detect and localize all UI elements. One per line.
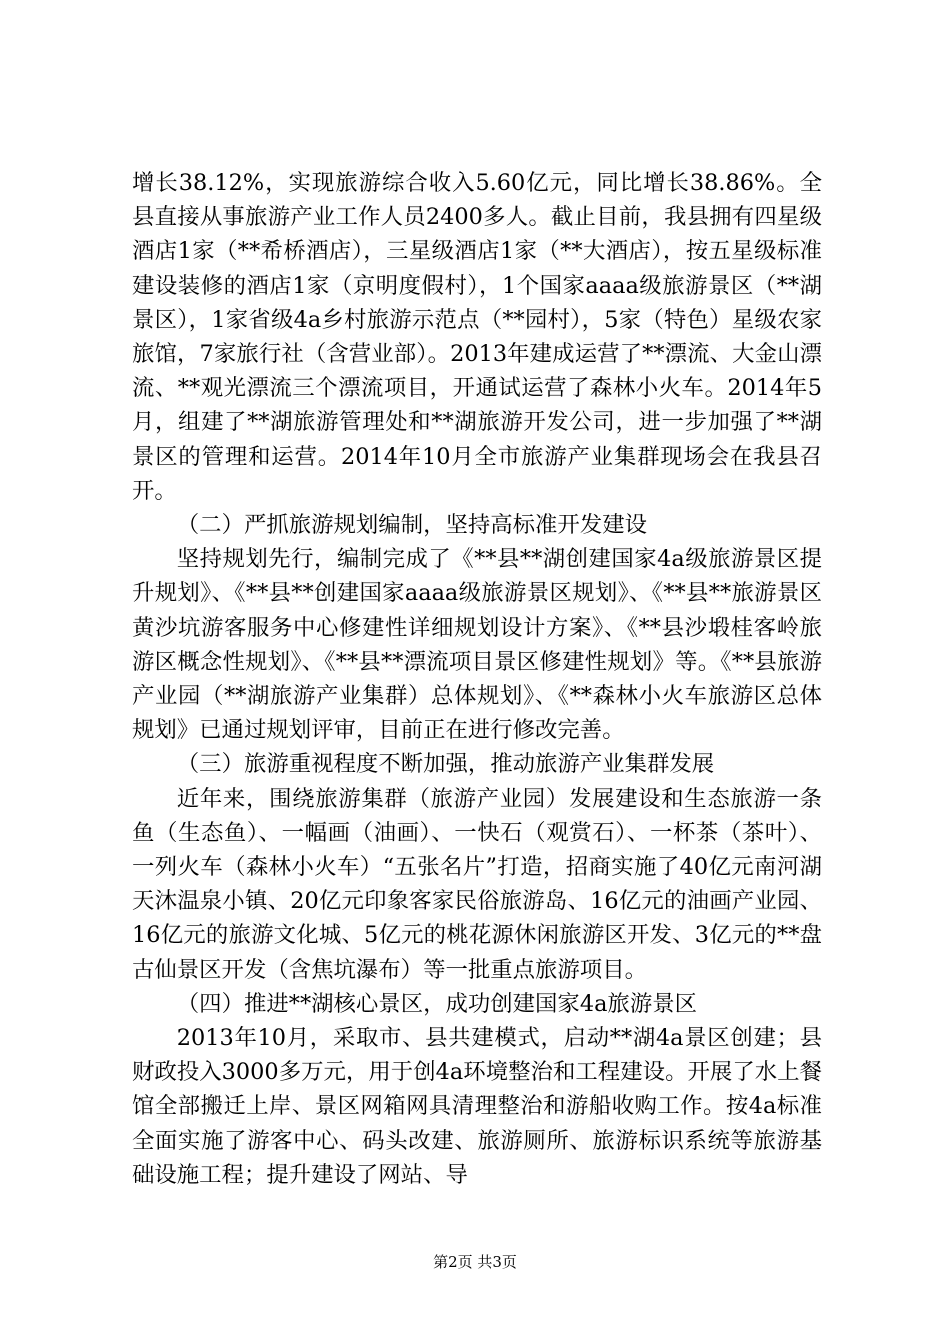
section-heading-planning: （二）严抓旅游规划编制，坚持高标准开发建设 [176,512,647,539]
paragraph-industry-cluster: 近年来，围绕旅游集群（旅游产业园）发展建设和生态旅游一条鱼（生态鱼）、一幅画（油画）、一快石（观赏石）、一杯茶（茶叶）、一列火车（森林小火车）“五张名片”打造，招商实施了40亿元南河湖天沐温泉小镇、20亿元印象客家民俗旅游岛、16亿元的油画产业园、16亿元的旅游文化城、5亿元的桃花源休闲旅游区开发、3亿元的**盘古仙景区开发（含焦坑瀑布）等一批重点旅游项目。 [132,785,822,983]
paragraph-core-scenic-area: 2013年10月，采取市、县共建模式，启动**湖4a景区创建；县财政投入3000多万元，用于创4a环境整治和工程建设。开展了水上餐馆全部搬迁上岸、景区网箱网具清理整治和游船收购工作。按4a标准全面实施了游客中心、码头改建、旅游厕所、旅游标识系统等旅游基础设施工程；提升建设了网站、导 [132,1025,822,1188]
section-heading-industry-cluster: （三）旅游重视程度不断加强，推动旅游产业集群发展 [176,751,715,778]
page-number-footer: 第2页 共3页 [433,1253,517,1271]
paragraph-tourism-stats: 增长38.12%，实现旅游综合收入5.60亿元，同比增长38.86%。全县直接从事旅游产业工作人员2400多人。截止目前，我县拥有四星级酒店1家（**希桥酒店），三星级酒店1家（**大酒店），按五星级标准建设装修的酒店1家（京明度假村），1个国家aaaa级旅游景区（**湖景区），1家省级4a乡村旅游示范点（**园村），5家（特色）星级农家旅馆，7家旅行社（含营业部）。2013年建成运营了**漂流、大金山漂流、**观光漂流三个漂流项目，开通试运营了森林小火车。2014年5月，组建了**湖旅游管理处和**湖旅游开发公司，进一步加强了**湖景区的管理和运营。2014年10月全市旅游产业集群现场会在我县召开。 [132,170,822,504]
document-body [132,166,822,1192]
section-heading-core-scenic-area: （四）推进**湖核心景区，成功创建国家4a旅游景区 [176,990,697,1017]
paragraph-planning: 坚持规划先行，编制完成了《**县**湖创建国家4a级旅游景区提升规划》、《**县**创建国家aaaa级旅游景区规划》、《**县**旅游景区黄沙坑游客服务中心修建性详细规划设计方案》、《**县沙塅桂客岭旅游区概念性规划》、《**县**漂流项目景区修建性规划》等。《**县旅游产业园（**湖旅游产业集群）总体规划》、《**森林小火车旅游区总体规划》已通过规划评审，目前正在进行修改完善。 [132,546,822,744]
